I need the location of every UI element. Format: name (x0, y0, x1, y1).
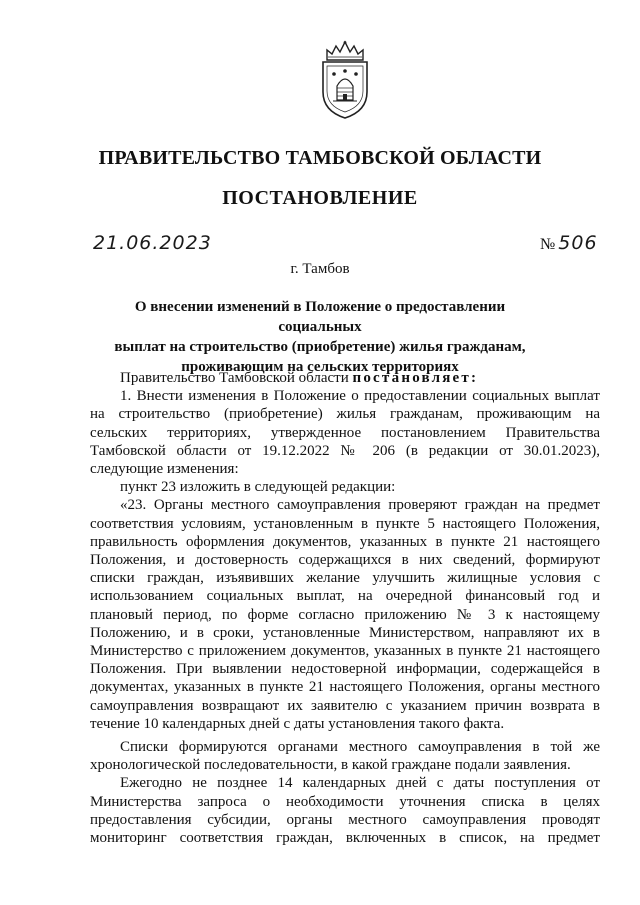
title-line: О внесении изменений в Положение о предоставлении социальных (134, 299, 506, 335)
number-sign: № (540, 236, 556, 253)
city: г. Тамбов (290, 261, 350, 277)
preamble-text: Правительство Тамбовской области (120, 370, 353, 386)
paragraph-2: пункт 23 изложить в следующей редакции: (120, 479, 396, 496)
number-value: 506 (558, 232, 598, 254)
decree-preamble (90, 369, 600, 387)
title-line: выплат на строительство (приобретение) жилья гражданам, (114, 339, 526, 355)
document-number (540, 232, 598, 254)
title-line: проживающим на сельских территориях (181, 359, 459, 375)
paragraph-5: Ежегодно не позднее 14 календарных дней с даты поступления от Министерства запроса о необходимости уточнения списка в целях предоставления субсидии, органы местного самоуправления проводят мониторинг соответствия граждан, включенных в список, на предмет (90, 775, 600, 847)
paragraph-4: Списки формируются органами местного самоуправления в той же хронологической последовательности, в какой граждане подали заявления. (90, 739, 600, 774)
paragraph-1: 1. Внести изменения в Положение о предоставлении социальных выплат на строительство (приобретение) жилья гражданам, проживающим на сельских территориях, утвержденное постановлением Правительства Тамбовской области от 19.12.2022 № 206 (в редакции от 30.01.2023), следующие изменения: (90, 388, 600, 478)
document-title (110, 297, 530, 377)
document-body (90, 369, 600, 847)
government-name: ПРАВИТЕЛЬСТВО ТАМБОВСКОЙ ОБЛАСТИ (98, 147, 542, 169)
coat-of-arms-icon (318, 40, 372, 120)
coat-of-arms-emblem (318, 40, 372, 120)
decree-keyword: постановляет: (352, 370, 479, 386)
paragraph-3: «23. Органы местного самоуправления проверяют граждан на предмет соответствия условиям, установленным в пункте 5 настоящего Положения, правильность оформления документов, указанных в пункте 21 настоящего Положения, и достоверность содержащихся в них сведений, формируют списки граждан, изъявивших желание улучшить жилищные условия с использованием социальных выплат, на очередной финансовый год и плановый период, по форме согласно приложению № 3 к настоящему Положению, и в сроки, установленные Министерством, направляют их в Министерство с приложением документов, указанных в пункте 21 настоящего Положения. При выявлении недостоверной информации, содержащейся в документах, указанных в пункте 21 настоящего Положения, органы местного самоуправления возвращают их заявителю с указанием причин возврата в течение 10 календарных дней с даты установления такого факта. (90, 497, 600, 732)
document-date: 21.06.2023 (93, 232, 212, 254)
document-type: ПОСТАНОВЛЕНИЕ (222, 187, 418, 209)
